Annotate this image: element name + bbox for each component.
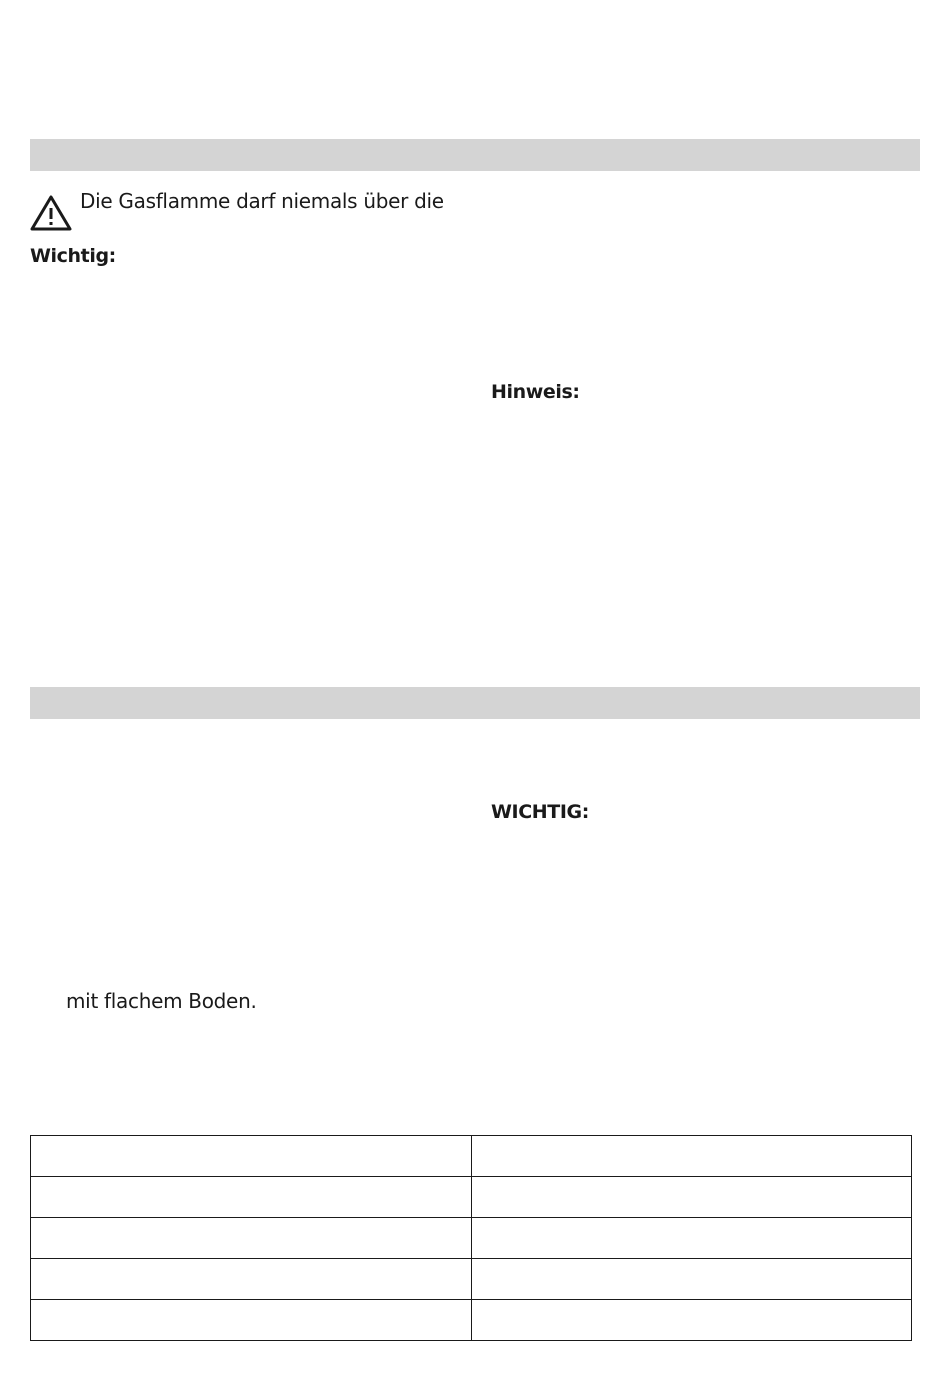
table-row — [31, 1177, 912, 1218]
important-label: Wichtig: — [30, 245, 116, 267]
table-cell — [31, 1177, 472, 1218]
table-cell — [31, 1136, 472, 1177]
table-cell — [471, 1136, 912, 1177]
info-table — [30, 1135, 912, 1341]
section-header-bar-1 — [30, 139, 920, 171]
important-caps-label: WICHTIG: — [491, 801, 589, 823]
table-cell — [471, 1218, 912, 1259]
table-cell — [31, 1218, 472, 1259]
table-cell — [31, 1300, 472, 1341]
table-cell — [31, 1259, 472, 1300]
note-label: Hinweis: — [491, 381, 580, 403]
table-row — [31, 1136, 912, 1177]
flat-bottom-text: mit flachem Boden. — [66, 989, 257, 1013]
warning-triangle-icon — [30, 194, 72, 232]
table-cell — [471, 1259, 912, 1300]
table-row — [31, 1300, 912, 1341]
table-row — [31, 1218, 912, 1259]
warning-text: Die Gasflamme darf niemals über die — [80, 189, 444, 213]
section-header-bar-2 — [30, 687, 920, 719]
table-cell — [471, 1300, 912, 1341]
table-row — [31, 1259, 912, 1300]
table-cell — [471, 1177, 912, 1218]
